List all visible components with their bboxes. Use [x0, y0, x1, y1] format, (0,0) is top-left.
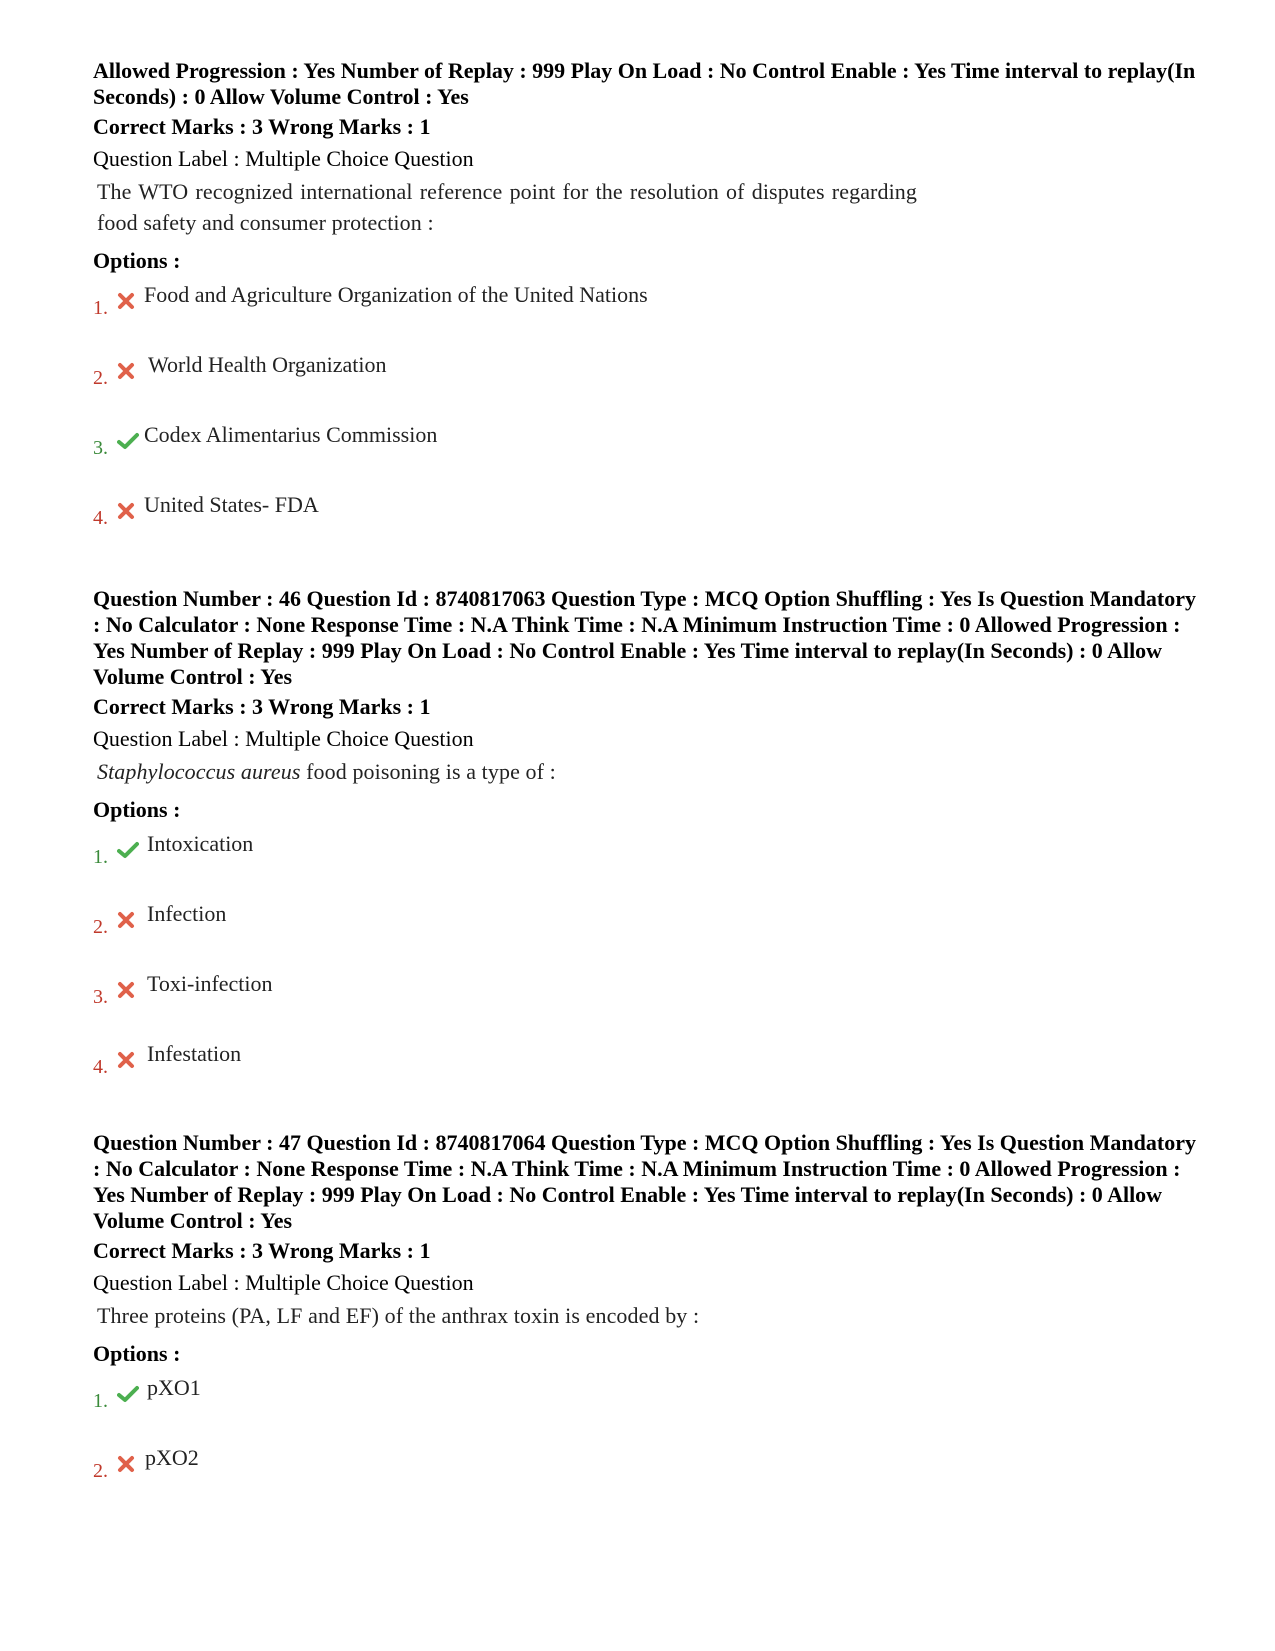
option-text: Toxi-infection	[147, 971, 273, 996]
option-text: Food and Agriculture Organization of the United Nations	[144, 282, 648, 307]
check-icon	[117, 432, 139, 450]
option-number: 1.	[93, 1390, 108, 1412]
option-item	[93, 422, 1203, 492]
cross-icon	[117, 1455, 135, 1473]
question-text-italic: Staphylococcus aureus	[97, 759, 301, 784]
question-text: Three proteins (PA, LF and EF) of the anthrax toxin is encoded by :	[97, 1303, 700, 1328]
question-46-block	[93, 586, 1203, 1111]
option-item	[93, 831, 1203, 901]
check-icon	[117, 1385, 139, 1403]
cross-icon	[117, 981, 135, 999]
option-text: Codex Alimentarius Commission	[144, 422, 438, 447]
question-meta: Question Number : 47 Question Id : 8740817064 Question Type : MCQ Option Shuffling : Yes Is Question Mandatory : No Calculator : None Response Time : N.A Think Time : N.A Minimum Instruction Time : 0 Allowed Progression : Yes Number of Replay : 999 Play On Load : No Control Enable : Yes Time interval to replay(In Seconds) : 0 Allow Volume Control : Yes	[93, 1130, 1196, 1233]
question-text	[97, 756, 1203, 787]
option-text: United States- FDA	[144, 492, 319, 517]
option-item	[93, 282, 1203, 352]
option-number: 4.	[93, 507, 108, 529]
cross-icon	[117, 362, 135, 380]
question-text-rest: food poisoning is a type of :	[300, 759, 556, 784]
question-marks: Correct Marks : 3 Wrong Marks : 1	[93, 114, 431, 139]
options-heading: Options :	[93, 248, 181, 273]
option-text: Infection	[147, 901, 227, 926]
option-number: 3.	[93, 986, 108, 1008]
options-heading: Options :	[93, 797, 181, 822]
question-label: Question Label : Multiple Choice Question	[93, 146, 474, 171]
cross-icon	[117, 1051, 135, 1069]
option-number: 4.	[93, 1056, 108, 1078]
option-item	[93, 492, 1203, 562]
option-number: 2.	[93, 916, 108, 938]
option-number: 2.	[93, 1460, 108, 1482]
question-label: Question Label : Multiple Choice Question	[93, 726, 474, 751]
question-47-block	[93, 1130, 1203, 1515]
option-number: 1.	[93, 846, 108, 868]
option-item	[93, 352, 1203, 422]
option-number: 2.	[93, 367, 108, 389]
option-text: Intoxication	[147, 831, 254, 856]
cross-icon	[117, 292, 135, 310]
option-text: pXO1	[147, 1375, 201, 1400]
question-meta: Question Number : 46 Question Id : 8740817063 Question Type : MCQ Option Shuffling : Yes Is Question Mandatory : No Calculator : None Response Time : N.A Think Time : N.A Minimum Instruction Time : 0 Allowed Progression : Yes Number of Replay : 999 Play On Load : No Control Enable : Yes Time interval to replay(In Seconds) : 0 Allow Volume Control : Yes	[93, 586, 1196, 689]
question-marks: Correct Marks : 3 Wrong Marks : 1	[93, 1238, 431, 1263]
question-meta: Allowed Progression : Yes Number of Replay : 999 Play On Load : No Control Enable : Yes Time interval to replay(In Seconds) : 0 Allow Volume Control : Yes	[93, 58, 1196, 109]
option-list	[93, 1375, 1203, 1515]
option-number: 3.	[93, 437, 108, 459]
question-45-block	[93, 58, 1203, 562]
option-item	[93, 1445, 1203, 1515]
option-text: Infestation	[147, 1041, 242, 1066]
option-text: pXO2	[145, 1445, 199, 1470]
option-list	[93, 831, 1203, 1111]
option-list	[93, 282, 1203, 562]
option-item	[93, 1375, 1203, 1445]
option-number: 1.	[93, 297, 108, 319]
cross-icon	[117, 911, 135, 929]
cross-icon	[117, 502, 135, 520]
question-marks: Correct Marks : 3 Wrong Marks : 1	[93, 694, 431, 719]
question-label: Question Label : Multiple Choice Question	[93, 1270, 474, 1295]
question-text: The WTO recognized international reference point for the resolution of disputes regarding food safety and consumer protection :	[97, 179, 917, 235]
option-text: World Health Organization	[148, 352, 387, 377]
option-item	[93, 901, 1203, 971]
options-heading: Options :	[93, 1341, 181, 1366]
option-item	[93, 971, 1203, 1041]
check-icon	[117, 841, 139, 859]
option-item	[93, 1041, 1203, 1111]
